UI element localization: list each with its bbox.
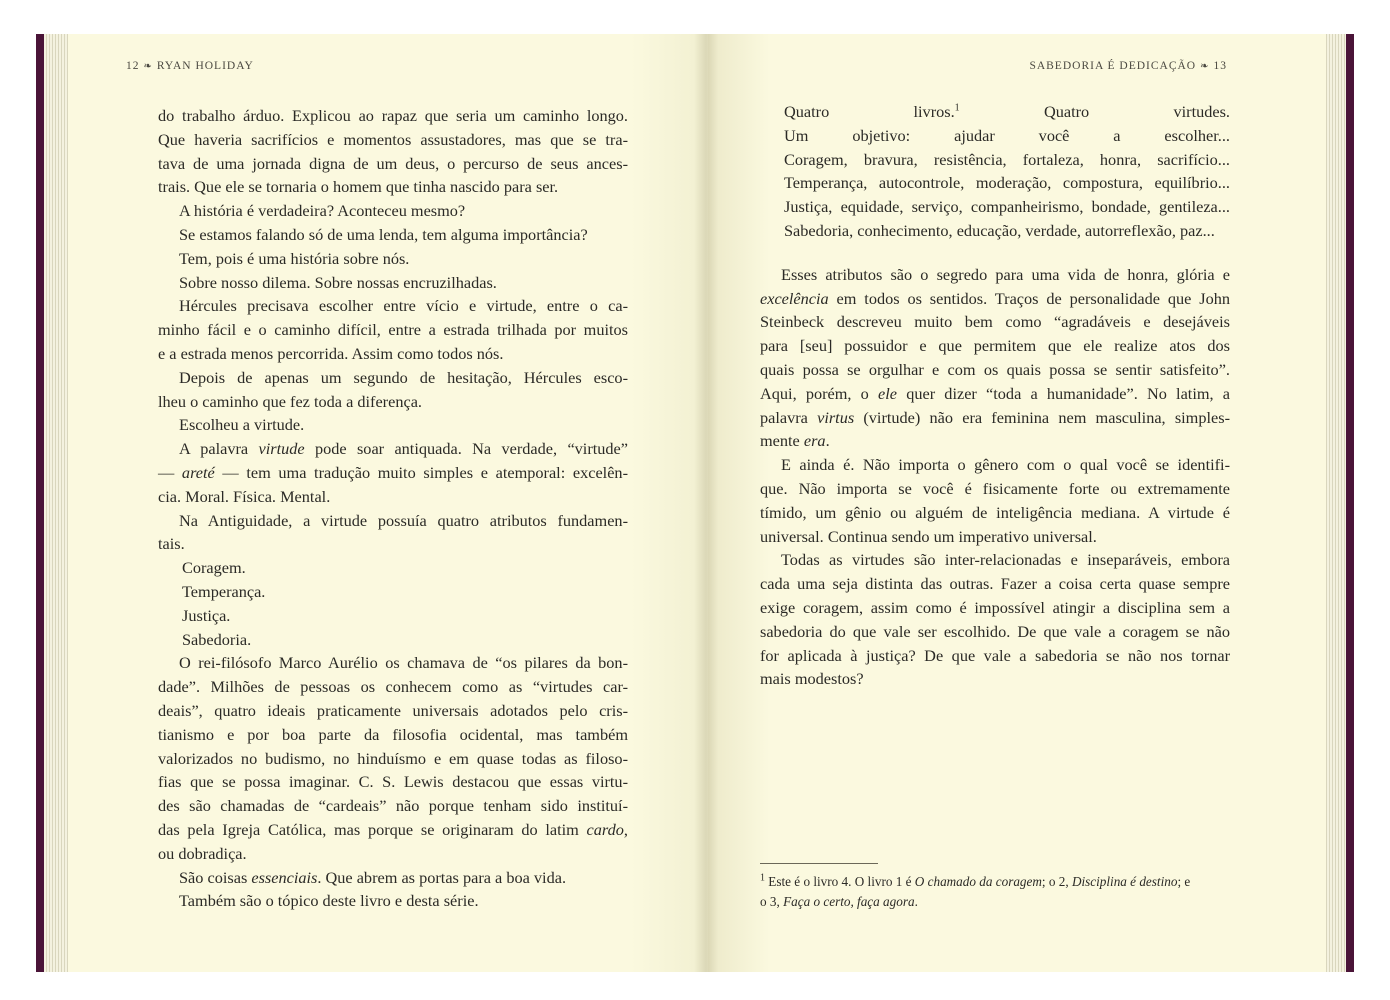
text-line: A história é verdadeira? Aconteceu mesmo? — [179, 201, 466, 221]
right-body-text — [760, 100, 1230, 691]
text-line: tianismo e por boa parte da filosofia ocidental, mas também — [158, 724, 628, 744]
text-line: excelência em todos os sentidos. Traços de personalidade que John — [760, 288, 1230, 308]
footnote — [760, 872, 1230, 912]
text-line: Depois de apenas um segundo de hesitação, Hércules esco- — [179, 367, 628, 387]
text-line: Também são o tópico deste livro e desta série. — [179, 891, 479, 911]
text-line: Tem, pois é uma história sobre nós. — [179, 248, 410, 268]
text-line: Escolheu a virtude. — [179, 415, 305, 435]
text-line: O rei-filósofo Marco Aurélio os chamava de “os pilares da bon- — [179, 653, 628, 673]
text-line: for aplicada à justiça? De que vale a sabedoria se não nos tornar — [760, 645, 1230, 665]
book-cover-left-edge — [36, 34, 44, 972]
author-name: RYAN HOLIDAY — [156, 60, 254, 72]
text-line: Steinbeck descreveu muito bem como “agradáveis e desejáveis — [760, 312, 1230, 332]
list-item: Justiça. — [182, 605, 231, 625]
text-line: tais. — [158, 534, 185, 554]
text-line: do trabalho árduo. Explicou ao rapaz que seria um caminho longo. — [158, 106, 628, 125]
text-line: Justiça, equidade, serviço, companheirismo, bondade, gentileza... — [784, 197, 1230, 217]
text-line: dade”. Milhões de pessoas os conhecem como as “virtudes car- — [158, 677, 628, 697]
text-line: fias que se possa imaginar. C. S. Lewis destacou que essas virtu- — [158, 772, 628, 792]
footnote-line: o 3, Faça o certo, faça agora. — [760, 894, 918, 909]
text-line: palavra virtus (virtude) não era feminina nem masculina, simples- — [760, 407, 1230, 427]
text-line: trais. Que ele se tornaria o homem que tinha nascido para ser. — [158, 177, 559, 197]
text-line: cia. Moral. Física. Mental. — [158, 486, 331, 506]
text-line: Sabedoria, conhecimento, educação, verdade, autorreflexão, paz... — [784, 220, 1215, 240]
text-line: Temperança, autocontrole, moderação, compostura, equilíbrio... — [784, 173, 1230, 193]
text-line: Aqui, porém, o ele quer dizer “toda a humanidade”. No latim, a — [760, 383, 1230, 403]
left-running-head — [126, 60, 254, 72]
text-line: quais possa se orgulhar e com os quais possa se sentir satisfeito”. — [760, 359, 1230, 379]
text-line: Se estamos falando só de uma lenda, tem alguma importância? — [179, 224, 588, 244]
text-line: exige coragem, assim como é impossível atingir a disciplina sem a — [760, 597, 1230, 617]
text-line: sabedoria do que vale ser escolhido. De que vale a coragem se não — [760, 621, 1230, 641]
text-line: tímido, um gênio ou alguém de inteligência mediana. A virtude é — [760, 502, 1230, 522]
text-line: São coisas essenciais. Que abrem as portas para a boa vida. — [179, 867, 567, 887]
virtues-list — [158, 556, 628, 651]
text-line: cada uma seja distinta das outras. Fazer a coisa certa quase sempre — [760, 574, 1230, 594]
text-line: Na Antiguidade, a virtude possuía quatro atributos fundamen- — [179, 510, 628, 530]
chapter-title: SABEDORIA É DEDICAÇÃO — [1029, 60, 1197, 72]
page-stack-right — [1326, 34, 1346, 972]
text-line: minho fácil e o caminho difícil, entre a estrada trilhada por muitos — [158, 320, 628, 340]
footnote-mark: 1 — [760, 872, 765, 884]
footnote-reference: 1 — [954, 102, 960, 114]
right-running-head — [1029, 60, 1227, 72]
list-item: Temperança. — [182, 581, 266, 601]
text-line: tava de uma jornada digna de um deus, o percurso de seus ances- — [158, 153, 628, 173]
text-line: E ainda é. Não importa o gênero com o qual você se identifi- — [781, 455, 1230, 475]
right-page-number: 13 — [1213, 60, 1227, 72]
list-item: Sabedoria. — [182, 629, 252, 649]
text-line: des são chamadas de “cardeais” não porque tenham sido instituí- — [158, 796, 628, 816]
page-stack-left — [44, 34, 68, 972]
list-item: Coragem. — [182, 558, 246, 578]
text-line: para [seu] possuidor e que permitem que ele realize atos dos — [760, 336, 1230, 356]
text-line: lheu o caminho que fez toda a diferença. — [158, 391, 422, 411]
text-line: ou dobradiça. — [158, 843, 247, 863]
fleuron-icon: ❧ — [1200, 61, 1210, 72]
text-line: mais modestos? — [760, 669, 864, 689]
book-gutter — [694, 34, 718, 972]
text-line: deais”, quatro ideais praticamente universais adotados pelo cris- — [158, 700, 628, 720]
text-line: Quatro livros.$^1$ Quatro virtudes. — [784, 102, 1231, 121]
text-line: que. Não importa se você é fisicamente forte ou extremamente — [760, 478, 1230, 498]
text-line: universal. Continua sendo um imperativo universal. — [760, 526, 1097, 546]
book-cover-right-edge — [1346, 34, 1354, 972]
text-line: Coragem, bravura, resistência, fortaleza, honra, sacrifício... — [784, 149, 1230, 169]
text-line: mente era. — [760, 431, 830, 451]
text-line: Todas as virtudes são inter-relacionadas e inseparáveis, embora — [781, 550, 1230, 570]
left-page-number: 12 — [126, 60, 140, 72]
text-line: Que haveria sacrifícios e momentos assustadores, mas que se tra- — [158, 129, 628, 149]
footnote-line: $^1$ Este é o livro 4. O livro 1 é O chamado da coragem; o 2, Disciplina é destino; e — [760, 872, 1191, 889]
text-line: Um objetivo: ajudar você a escolher... — [784, 125, 1230, 145]
text-line: valorizados no budismo, no hinduísmo e em quase todas as filoso- — [158, 748, 628, 768]
text-line: e a estrada menos percorrida. Assim como todos nós. — [158, 343, 504, 363]
fleuron-icon: ❧ — [143, 61, 153, 72]
text-line: Esses atributos são o segredo para uma vida de honra, glória e — [781, 264, 1230, 284]
left-body-text — [158, 104, 628, 913]
footnote-rule — [760, 863, 878, 864]
text-line: Sobre nosso dilema. Sobre nossas encruzilhadas. — [179, 272, 497, 292]
text-line: das pela Igreja Católica, mas porque se originaram do latim cardo, — [158, 819, 628, 839]
text-line: A palavra virtude pode soar antiquada. Na verdade, “virtude” — [179, 439, 629, 459]
text-line: — areté — tem uma tradução muito simples e atemporal: excelên- — [158, 462, 628, 482]
text-line: Hércules precisava escolher entre vício e virtude, entre o ca- — [179, 296, 628, 316]
